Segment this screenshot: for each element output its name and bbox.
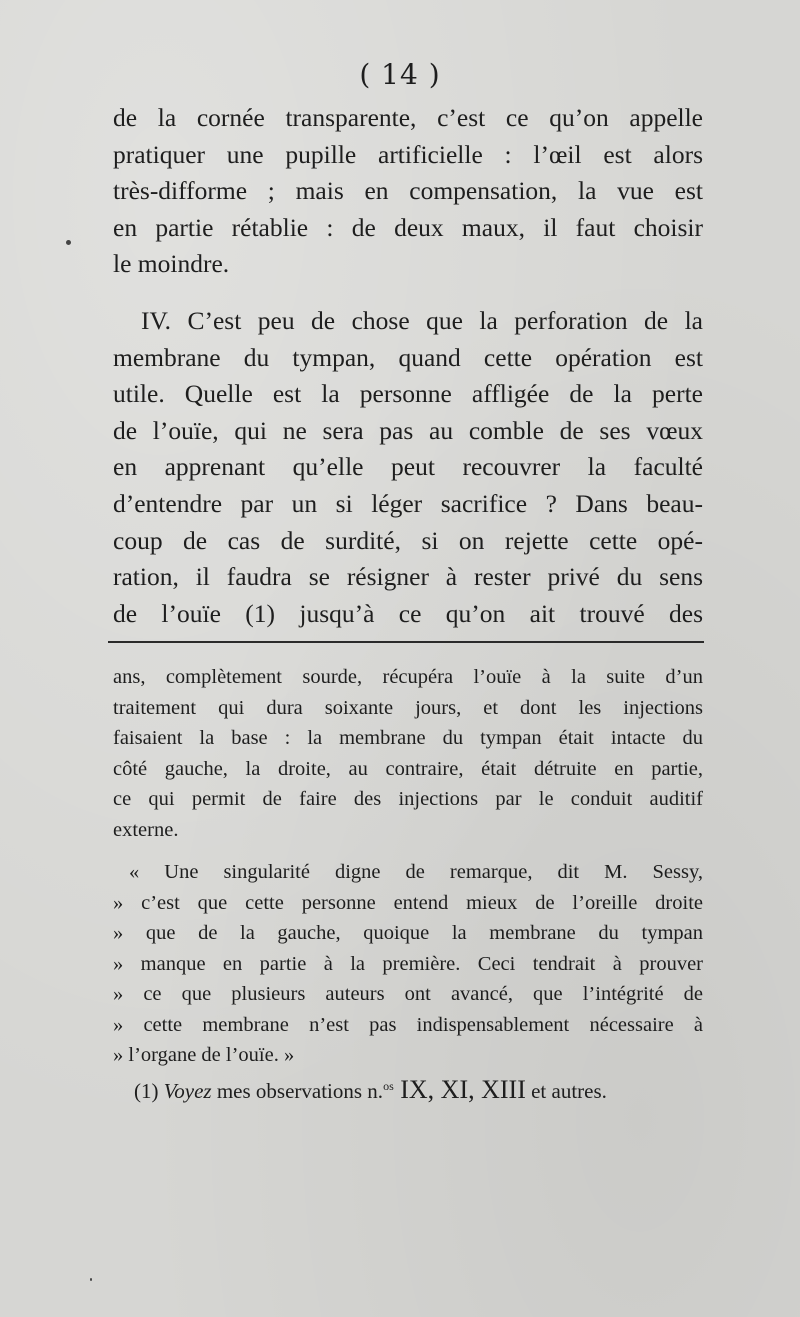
- note-line: » manque en partie à la première. Ceci tendrait à prouver: [113, 952, 703, 975]
- note-line: » l’organe de l’ouïe. »: [113, 1044, 295, 1066]
- footnote-separator-rule: [108, 641, 704, 643]
- note-paragraph-2: [113, 857, 703, 1071]
- text-line: pratiquer une pupille artificielle : l’œil est alors: [113, 139, 703, 169]
- main-text: [113, 100, 703, 632]
- text-line: en apprenant qu’elle peut recouvrer la faculté: [113, 452, 703, 482]
- footnote-text: mes observations n.: [211, 1079, 384, 1103]
- text-line: utile. Quelle est la personne affligée de la perte: [113, 379, 703, 409]
- text-line: de l’ouïe (1) jusqu’à ce qu’on ait trouvé des: [113, 598, 703, 628]
- note-line: « Une singularité digne de remarque, dit M. Sessy,: [129, 861, 703, 883]
- paragraph-2: [113, 303, 703, 632]
- text-line: en partie rétablie : de deux maux, il faut choisir: [113, 212, 703, 242]
- page-number: ( 14 ): [359, 58, 441, 91]
- text-line: de la cornée transparente, c’est ce qu’on appelle: [113, 103, 703, 132]
- note-line: » que de la gauche, quoique la membrane du tympan: [113, 922, 703, 944]
- speck: [66, 240, 71, 245]
- note-line: faisaient la base : la membrane du tympan était intacte du: [113, 727, 703, 749]
- note-line: » cette membrane n’est pas indispensablement nécessaire à: [113, 1013, 703, 1036]
- speck: [90, 1278, 92, 1281]
- note-paragraph-1: [113, 662, 703, 845]
- footnote-tail: et autres.: [525, 1079, 607, 1103]
- text-line: d’entendre par un si léger sacrifice ? Dans beau-: [113, 488, 703, 518]
- notes-block: [113, 662, 703, 1071]
- note-line: » c’est que cette personne entend mieux de l’oreille droite: [113, 891, 703, 914]
- note-line: traitement qui dura soixante jours, et dont les injections: [113, 696, 703, 719]
- text-line: de l’ouïe, qui ne sera pas au comble de ses vœux: [113, 415, 703, 445]
- paragraph-gap: [113, 283, 703, 303]
- footnote-italic: Voyez: [163, 1079, 212, 1103]
- note-line: » ce que plusieurs auteurs ont avancé, que l’intégrité de: [113, 983, 703, 1005]
- note-line: côté gauche, la droite, au contraire, était détruite en partie,: [113, 757, 703, 780]
- note-line: externe.: [113, 818, 179, 841]
- text-line: très-difforme ; mais en compensation, la vue est: [113, 176, 703, 206]
- text-line: le moindre.: [113, 249, 230, 279]
- text-line: coup de cas de surdité, si on rejette cette opé-: [113, 525, 703, 555]
- note-line: ans, complètement sourde, récupéra l’ouïe à la suite d’un: [113, 666, 703, 688]
- footnote-numerals: IX, XI, XIII: [393, 1075, 526, 1104]
- note-line: ce qui permit de faire des injections par le conduit auditif: [113, 788, 703, 810]
- footnote-superscript: os: [383, 1079, 394, 1093]
- footnote-marker: (1): [134, 1079, 159, 1103]
- text-line: IV. C’est peu de chose que la perforation de la: [141, 305, 703, 335]
- text-line: ration, il faudra se résigner à rester privé du sens: [113, 562, 703, 592]
- paragraph-1: [113, 100, 703, 283]
- footnote: [134, 1075, 607, 1105]
- note-gap: [113, 845, 703, 857]
- text-line: membrane du tympan, quand cette opération est: [113, 342, 703, 372]
